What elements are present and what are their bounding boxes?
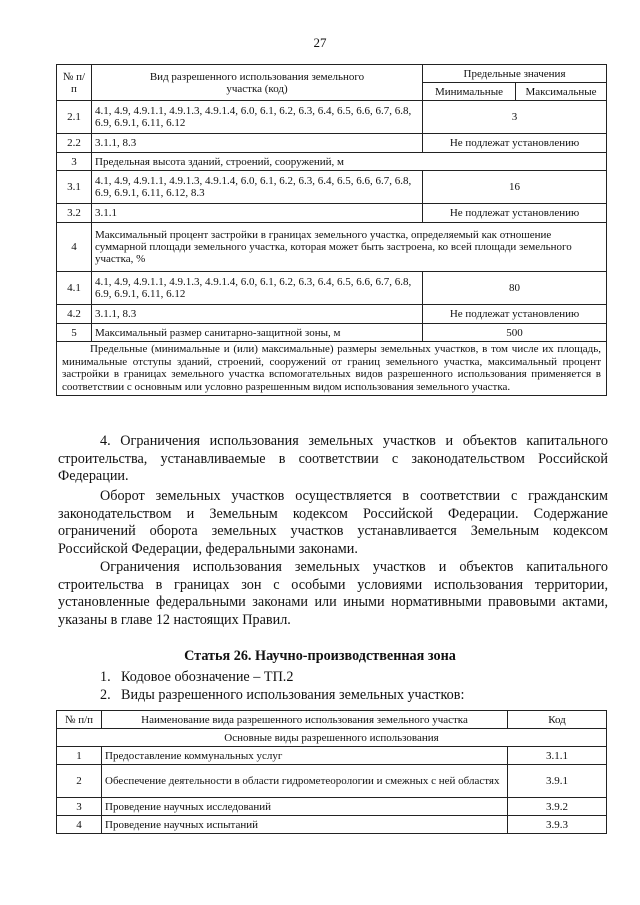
row-desc: 3.1.1 — [92, 204, 423, 223]
row-num: 5 — [57, 324, 92, 342]
row-num: 2 — [57, 765, 102, 798]
row-num: 2.2 — [57, 134, 92, 153]
list-item — [100, 669, 293, 687]
row-num: 2.1 — [57, 101, 92, 134]
row-desc: Максимальный размер санитарно-защитной зоны, м — [92, 324, 423, 342]
table-row — [57, 101, 607, 134]
row-num: 4 — [57, 223, 92, 272]
row-desc: 4.1, 4.9, 4.9.1.1, 4.9.1.3, 4.9.1.4, 6.0, 6.1, 6.2, 6.3, 6.4, 6.5, 6.6, 6.7, 6.8, 6.9, 6.9.1, 6.11, 6.12 — [92, 272, 423, 305]
list-item-number: 1. — [100, 669, 111, 685]
table-row — [57, 747, 607, 765]
table-row — [57, 765, 607, 798]
paragraph-restrictions: 4. Ограничения использования земельных участков и объектов капитального строительства, устанавливаемые в соответствии с законодательством Российской Федерации. — [58, 433, 608, 485]
table-row — [57, 171, 607, 204]
row-desc: 4.1, 4.9, 4.9.1.1, 4.9.1.3, 4.9.1.4, 6.0, 6.1, 6.2, 6.3, 6.4, 6.5, 6.6, 6.7, 6.8, 6.9, 6.9.1, 6.11, 6.12 — [92, 101, 423, 134]
row-name: Обеспечение деятельности в области гидрометеорологии и смежных с ней областях — [102, 765, 508, 798]
list-item-text: Виды разрешенного использования земельных участков: — [121, 687, 465, 703]
row-value: Не подлежат установлению — [423, 134, 607, 153]
table-row — [57, 324, 607, 342]
row-desc: 4.1, 4.9, 4.9.1.1, 4.9.1.3, 4.9.1.4, 6.0, 6.1, 6.2, 6.3, 6.4, 6.5, 6.6, 6.7, 6.8, 6.9, 6.9.1, 6.11, 6.12, 8.3 — [92, 171, 423, 204]
row-num: 3 — [57, 798, 102, 816]
table-row — [57, 223, 607, 272]
row-num: 1 — [57, 747, 102, 765]
header-code: Код — [508, 711, 607, 729]
article-title: Статья 26. Научно-производственная зона — [184, 648, 456, 664]
table-row — [57, 305, 607, 324]
row-name: Предоставление коммунальных услуг — [102, 747, 508, 765]
row-value: 3 — [423, 101, 607, 134]
row-value: Не подлежат установлению — [423, 204, 607, 223]
header-num: № п/п — [57, 65, 92, 101]
table-row — [57, 204, 607, 223]
row-value: 80 — [423, 272, 607, 305]
row-num: 4.2 — [57, 305, 92, 324]
row-num: 4.1 — [57, 272, 92, 305]
row-code: 3.9.2 — [508, 798, 607, 816]
limits-table — [56, 64, 607, 396]
row-name: Проведение научных исследований — [102, 798, 508, 816]
list-item-text: Кодовое обозначение – ТП.2 — [121, 669, 294, 685]
table-note: Предельные (минимальные и (или) максимальные) размеры земельных участков, в том числе их площадь, минимальные отступы зданий, строений, сооружений от границ земельного участка, максимальный процент застройки в границах земельного участка вспомогательных видов разрешенного использования применяется в соответствии с основным или условно разрешенным видом использования земельного участка. — [57, 342, 607, 396]
row-value: Не подлежат установлению — [423, 305, 607, 324]
row-desc: 3.1.1, 8.3 — [92, 305, 423, 324]
row-code: 3.1.1 — [508, 747, 607, 765]
header-limits: Предельные значения — [423, 65, 607, 83]
land-use-table — [56, 710, 607, 834]
row-value: 16 — [423, 171, 607, 204]
table-row — [57, 272, 607, 305]
section-header: Основные виды разрешенного использования — [57, 729, 607, 747]
row-desc: 3.1.1, 8.3 — [92, 134, 423, 153]
row-num: 3.1 — [57, 171, 92, 204]
row-desc: Предельная высота зданий, строений, сооружений, м — [92, 153, 607, 171]
row-code: 3.9.1 — [508, 765, 607, 798]
row-num: 3.2 — [57, 204, 92, 223]
paragraph-land-turnover: Оборот земельных участков осуществляется в соответствии с гражданским законодательством и Земельным кодексом Российской Федерации. Содержание ограничений оборота земельных участков устанавливается Земельным кодексом Российской Федерации, федеральными законами. — [58, 488, 608, 557]
header-max: Максимальные — [516, 83, 607, 101]
row-code: 3.9.3 — [508, 816, 607, 834]
table-row — [57, 153, 607, 171]
header-name: Наименование вида разрешенного использования земельного участка — [102, 711, 508, 729]
header-num: № п/п — [57, 711, 102, 729]
page-number: 27 — [313, 35, 327, 50]
list-item — [100, 687, 464, 705]
row-value: 500 — [423, 324, 607, 342]
table-row — [57, 816, 607, 834]
row-name: Проведение научных испытаний — [102, 816, 508, 834]
table-row — [57, 134, 607, 153]
header-min: Минимальные — [423, 83, 516, 101]
paragraph-special-zones: Ограничения использования земельных участков и объектов капитального строительства в границах зон с особыми условиями использования территории, установленные федеральными законами или иными нормативными правовыми актами, указаны в главе 12 настоящих Правил. — [58, 559, 608, 628]
list-item-number: 2. — [100, 687, 111, 703]
header-type: Вид разрешенного использования земельного участка (код) — [92, 65, 423, 101]
row-num: 4 — [57, 816, 102, 834]
row-desc: Максимальный процент застройки в границах земельного участка, определяемый как отношение суммарной площади земельного участка, которая может быть застроена, ко всей площади земельного участка, % — [92, 223, 607, 272]
row-num: 3 — [57, 153, 92, 171]
table-row — [57, 798, 607, 816]
